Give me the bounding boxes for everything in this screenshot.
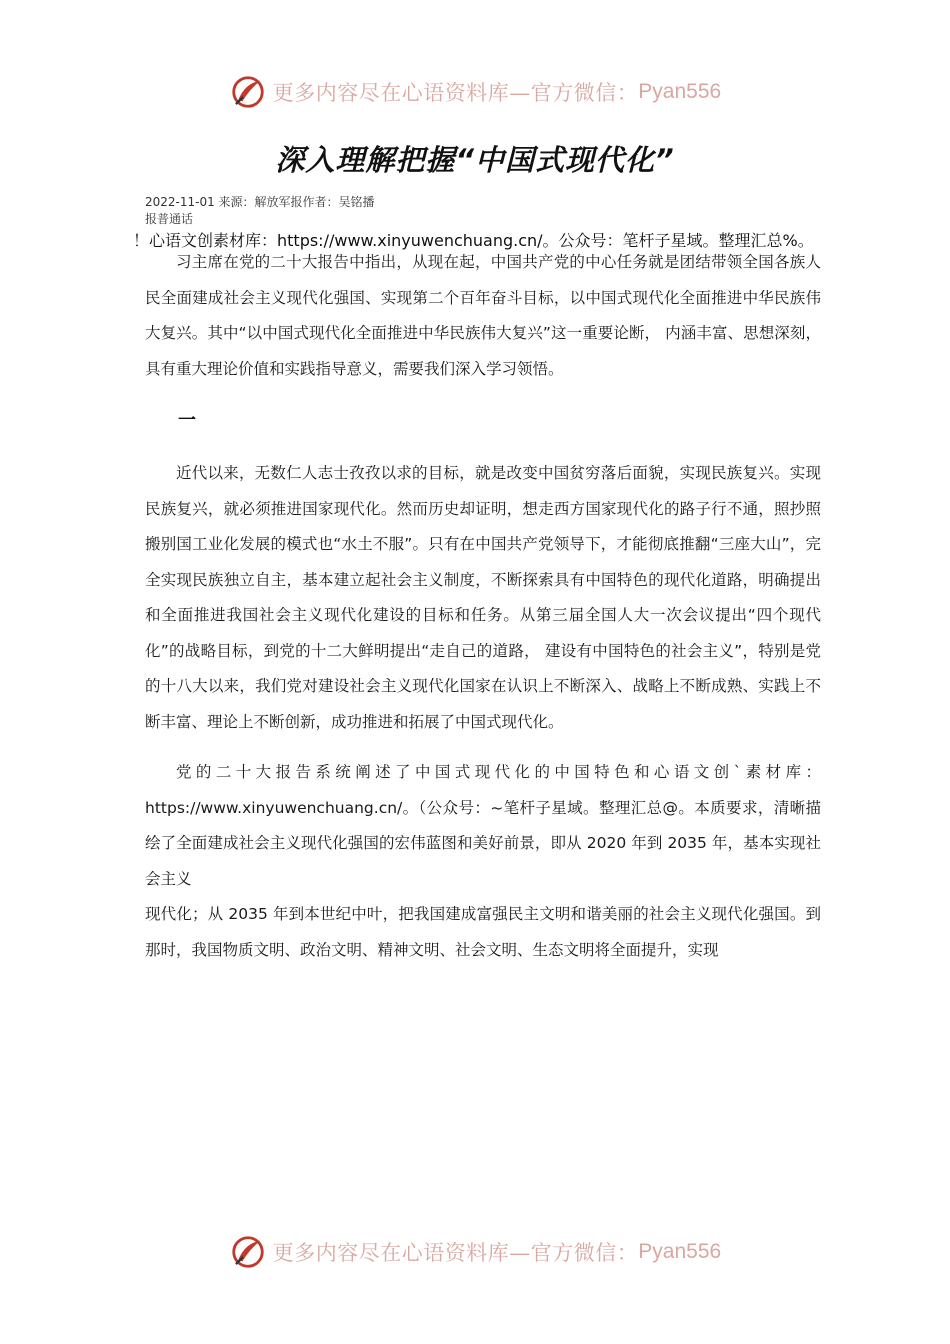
banner-text: 更多内容尽在心语资料库—官方微信：: [272, 1241, 639, 1265]
article-title: 深入理解把握“中国式现代化”: [275, 143, 675, 177]
article-meta: 2022-11-01 来源：解放军报作者：吴铭播报普通话: [145, 195, 375, 226]
banner-text: 更多内容尽在心语资料库—官方微信：: [272, 81, 639, 105]
section-number: 一: [178, 410, 196, 431]
logo-icon: [229, 73, 267, 111]
banner-wechat-id: Pyan556: [638, 1240, 722, 1263]
source-notice: ！心语文创素材库：https://www.xinyuwenchuang.cn/。公众号：笔杆子星域。整理汇总%。: [133, 231, 814, 250]
header-banner: [0, 72, 950, 112]
logo-icon: [229, 1233, 267, 1271]
paragraph-2: 近代以来，无数仁人志士孜孜以求的目标，就是改变中国贫穷落后面貌，实现民族复兴。实现民族复兴，就必须推进国家现代化。然而历史却证明，想走西方国家现代化的路子行不通，照抄照搬别国工业化发展的模式也“水土不服”。只有在中国共产党领导下，才能彻底推翻“三座大山”，完全实现民族独立自主，基本建立起社会主义制度，不断探索具有中国特色的现代化道路，明确提出和全面推进我国社会主义现代化建设的目标和任务。从第三届全国人大一次会议提出“四个现代化”的战略目标，到党的十二大鲜明提出“走自己的道路， 建设有中国特色的社会主义”，特别是党的十八大以来，我们党对建设社会主义现代化国家在认识上不断深入、战略上不断成熟、实践上不断丰富、理论上不断创新，成功推进和拓展了中国式现代化。: [145, 464, 821, 731]
paragraph-1: 习主席在党的二十大报告中指出，从现在起，中国共产党的中心任务就是团结带领全国各族人民全面建成社会主义现代化强国、实现第二个百年奋斗目标，以中国式现代化全面推进中华民族伟大复兴。其中“以中国式现代化全面推进中华民族伟大复兴”这一重要论断， 内涵丰富、思想深刻，具有重大理论价值和实践指导意义，需要我们深入学习领悟。: [145, 253, 821, 378]
paragraph-3: 党的二十大报告系统阐述了中国式现代化的中国特色和心语文创`素材库：https://www.xinyuwenchuang.cn/。（公众号：~笔杆子星域。整理汇总@。本质要求，清晰描绘了全面建成社会主义现代化强国的宏伟蓝图和美好前景，即从 2020 年到 2035 年，基本实现社会主义: [145, 763, 821, 888]
banner-wechat-id: Pyan556: [638, 80, 722, 103]
footer-banner: [0, 1232, 950, 1272]
paragraph-4: 现代化；从 2035 年到本世纪中叶，把我国建成富强民主文明和谐美丽的社会主义现代化强国。到那时，我国物质文明、政治文明、精神文明、社会文明、生态文明将全面提升，实现: [145, 905, 821, 959]
